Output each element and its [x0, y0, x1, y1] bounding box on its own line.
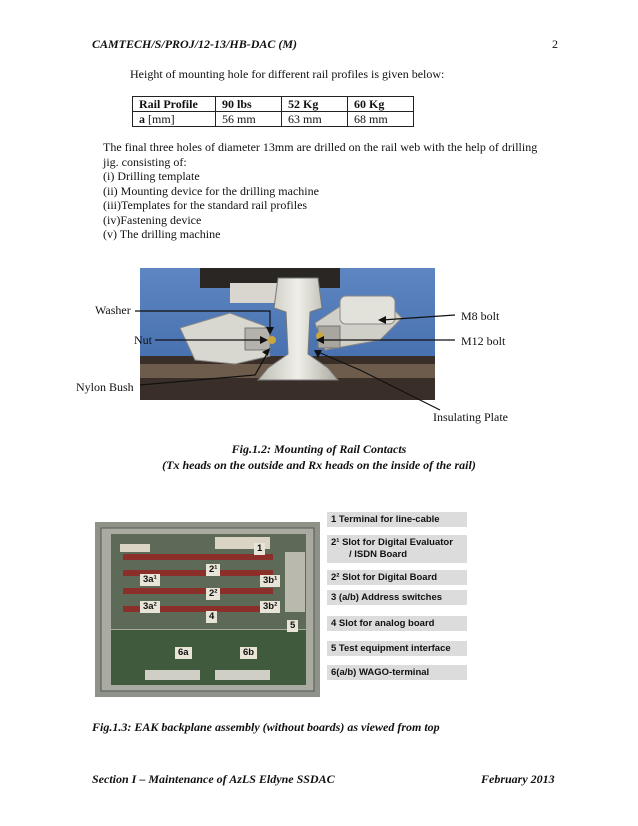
table-cell: 63 mm: [282, 112, 348, 127]
list-item: (iv)Fastening device: [103, 212, 202, 227]
table-header-cell: 52 Kg: [282, 97, 348, 112]
intro-text: Height of mounting hole for different rail profiles is given below:: [130, 67, 445, 81]
board-label-3b2: 3b²: [260, 601, 280, 613]
board-label-1: 1: [254, 543, 265, 555]
paragraph-line: The final three holes of diameter 13mm are drilled on the rail web with the help of drilling: [103, 140, 538, 154]
table-header-cell: 90 lbs: [216, 97, 282, 112]
legend-line: 2¹ Slot for Digital Evaluator: [331, 537, 453, 548]
fig12-caption: Fig.1.2: Mounting of Rail Contacts: [231, 442, 407, 456]
board-label-4: 4: [206, 611, 217, 623]
row-label-bold: a: [139, 112, 145, 126]
board-label-6a: 6a: [175, 647, 192, 659]
m12-bolt-label: M12 bolt: [461, 334, 506, 348]
list-item: (iii)Templates for the standard rail profiles: [103, 198, 308, 212]
table-cell: 56 mm: [216, 112, 282, 127]
legend-item-digital-evaluator: [327, 535, 467, 563]
legend-item-wago-terminal: 6(a/b) WAGO-terminal: [327, 665, 467, 680]
board-label-2-2: 2²: [206, 588, 220, 600]
row-label-unit: [mm]: [145, 112, 175, 126]
board-label-3a1: 3a¹: [140, 574, 160, 586]
page-number: 2: [552, 37, 558, 51]
document-id: CAMTECH/S/PROJ/12-13/HB-DAC (M): [92, 37, 298, 51]
list-item: (v) The drilling machine: [103, 227, 221, 241]
footer-section: Section I – Maintenance of AzLS Eldyne SSDAC: [92, 772, 335, 786]
list-item: (ii) Mounting device for the drilling machine: [103, 183, 319, 198]
table-cell: 68 mm: [348, 112, 414, 127]
table-header-cell: Rail Profile: [133, 97, 216, 112]
backplane-photo: [95, 522, 320, 697]
board-label-3b1: 3b¹: [260, 575, 280, 587]
insulating-plate-label: Insulating Plate: [433, 410, 508, 424]
fig12-subcaption: (Tx heads on the outside and Rx heads on the inside of the rail): [162, 458, 476, 472]
m8-bolt-label: M8 bolt: [461, 309, 500, 323]
board-label-3a2: 3a²: [140, 601, 160, 613]
washer-label: Washer: [95, 303, 131, 317]
legend-line: / ISDN Board: [349, 549, 408, 560]
board-label-5: 5: [287, 620, 298, 632]
legend-item-terminal: 1 Terminal for line-cable: [327, 512, 467, 527]
legend-item-digital-board: 2² Slot for Digital Board: [327, 570, 467, 585]
table-header-cell: 60 Kg: [348, 97, 414, 112]
board-label-2-1: 2¹: [206, 564, 220, 576]
nut-label: Nut: [134, 333, 152, 347]
nylon-bush-label: Nylon Bush: [76, 380, 134, 394]
legend-item-address-switches: 3 (a/b) Address switches: [327, 590, 467, 605]
board-label-6b: 6b: [240, 647, 257, 659]
fig13-caption: Fig.1.3: EAK backplane assembly (without boards) as viewed from top: [92, 720, 440, 734]
legend-item-analog-board: 4 Slot for analog board: [327, 616, 467, 631]
paragraph-line: jig. consisting of:: [103, 154, 187, 169]
legend-item-test-interface: 5 Test equipment interface: [327, 641, 467, 656]
list-item: (i) Drilling template: [103, 169, 200, 183]
footer-date: February 2013: [481, 772, 555, 786]
